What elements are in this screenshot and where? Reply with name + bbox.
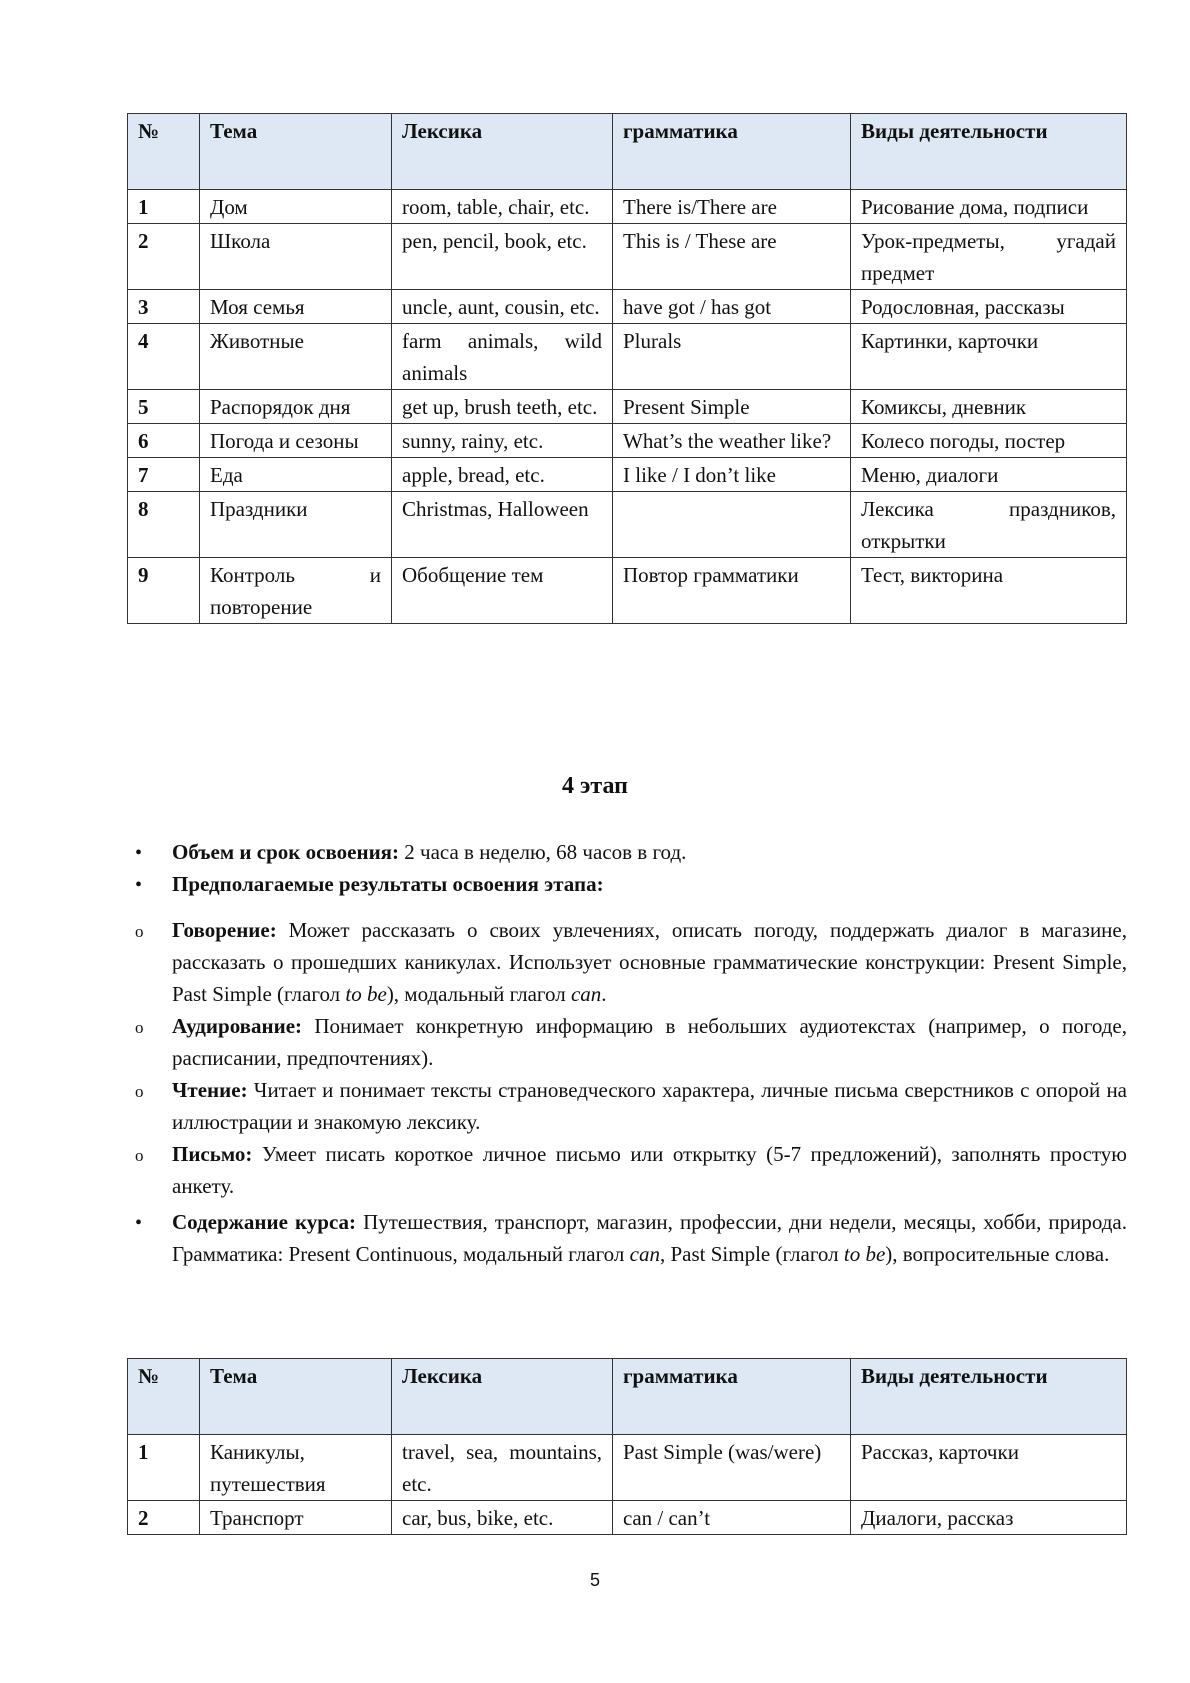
- row-topic: Контроль и повторение: [200, 558, 392, 624]
- row-vocabulary: pen, pencil, book, etc.: [392, 224, 613, 290]
- row-grammar: What’s the weather like?: [613, 424, 851, 458]
- header-activities: Виды деятельности: [851, 114, 1127, 190]
- item-emphasis: can: [629, 1242, 660, 1266]
- item-text: 2 часа в неделю, 68 часов в год.: [399, 840, 687, 864]
- table-row: [128, 1501, 1127, 1535]
- row-vocabulary: Christmas, Halloween: [392, 492, 613, 558]
- table-row: [128, 424, 1127, 458]
- header-topic: Тема: [200, 1359, 392, 1435]
- item-emphasis: can: [570, 982, 602, 1006]
- table-row: [128, 458, 1127, 492]
- stage4-lesson-table: [127, 1358, 1127, 1535]
- row-topic: Распорядок дня: [200, 390, 392, 424]
- row-number: 1: [128, 190, 200, 224]
- row-number: 9: [128, 558, 200, 624]
- row-activities: Колесо погоды, постер: [851, 424, 1127, 458]
- list-item-listening: [127, 1010, 1127, 1074]
- item-label: Чтение:: [172, 1078, 248, 1102]
- circle-bullet-icon: [135, 1138, 155, 1172]
- list-item: [127, 868, 1127, 900]
- header-grammar: грамматика: [613, 114, 851, 190]
- table-row: [128, 390, 1127, 424]
- item-label: Письмо:: [172, 1142, 253, 1166]
- row-vocabulary: Обобщение тем: [392, 558, 613, 624]
- row-vocabulary: car, bus, bike, etc.: [392, 1501, 613, 1535]
- header-number: №: [128, 114, 200, 190]
- row-grammar: have got / has got: [613, 290, 851, 324]
- row-vocabulary: uncle, aunt, cousin, etc.: [392, 290, 613, 324]
- row-activities: Рассказ, карточки: [851, 1435, 1127, 1501]
- item-emphasis: to be: [843, 1242, 886, 1266]
- header-number: №: [128, 1359, 200, 1435]
- row-number: 2: [128, 224, 200, 290]
- list-item-course-content: [127, 1206, 1127, 1270]
- row-number: 1: [128, 1435, 200, 1501]
- row-vocabulary: get up, brush teeth, etc.: [392, 390, 613, 424]
- row-vocabulary: farm animals, wild animals: [392, 324, 613, 390]
- table-row: [128, 224, 1127, 290]
- row-vocabulary: travel, sea, mountains, etc.: [392, 1435, 613, 1501]
- table-row: [128, 190, 1127, 224]
- item-label: Аудирование:: [172, 1014, 303, 1038]
- row-topic: Погода и сезоны: [200, 424, 392, 458]
- item-label: Говорение:: [172, 918, 277, 942]
- item-label: Предполагаемые результаты освоения этапа:: [172, 872, 604, 896]
- row-topic: Животные: [200, 324, 392, 390]
- header-vocabulary: Лексика: [392, 114, 613, 190]
- item-text: ), вопросительные слова.: [885, 1242, 1110, 1266]
- item-text: Может рассказать о своих увлечениях, описать погоду, поддержать диалог в магазине, рассказать о прошедших каникулах. Использует основные грамматические конструкции: Present Simple, Past Simple (глагол: [172, 918, 1127, 1006]
- row-grammar: can / can’t: [613, 1501, 851, 1535]
- header-topic: Тема: [200, 114, 392, 190]
- row-activities: Урок-предметы, угадай предмет: [851, 224, 1127, 290]
- row-grammar: I like / I don’t like: [613, 458, 851, 492]
- circle-bullet-icon: [135, 1010, 155, 1044]
- row-activities: Комиксы, дневник: [851, 390, 1127, 424]
- table-row: [128, 558, 1127, 624]
- row-topic: Школа: [200, 224, 392, 290]
- circle-bullet-icon: [135, 914, 155, 948]
- list-item-speaking: [127, 914, 1127, 1010]
- row-grammar: Plurals: [613, 324, 851, 390]
- row-number: 5: [128, 390, 200, 424]
- row-number: 4: [128, 324, 200, 390]
- row-number: 8: [128, 492, 200, 558]
- row-number: 6: [128, 424, 200, 458]
- item-emphasis: to be: [345, 982, 387, 1006]
- row-activities: Родословная, рассказы: [851, 290, 1127, 324]
- item-text: ), модальный глагол: [386, 982, 571, 1006]
- row-vocabulary: sunny, rainy, etc.: [392, 424, 613, 458]
- item-label: Объем и срок освоения:: [172, 840, 400, 864]
- table-row: [128, 324, 1127, 390]
- table-row: [128, 290, 1127, 324]
- item-text: Понимает конкретную информацию в небольших аудиотекстах (например, о погоде, расписании, предпочтениях).: [172, 1014, 1127, 1070]
- row-topic: Дом: [200, 190, 392, 224]
- bullet-icon: [135, 836, 155, 869]
- page-number: 5: [589, 1570, 600, 1590]
- row-activities: Тест, викторина: [851, 558, 1127, 624]
- row-number: 3: [128, 290, 200, 324]
- table-header-row: [128, 114, 1127, 190]
- course-content-list: [127, 1206, 1127, 1270]
- stage3-lesson-table: [127, 113, 1127, 624]
- row-grammar: Повтор грамматики: [613, 558, 851, 624]
- list-item-writing: [127, 1138, 1127, 1202]
- row-grammar: Past Simple (was/were): [613, 1435, 851, 1501]
- row-activities: Меню, диалоги: [851, 458, 1127, 492]
- header-grammar: грамматика: [613, 1359, 851, 1435]
- table-row: [128, 1435, 1127, 1501]
- row-activities: Диалоги, рассказ: [851, 1501, 1127, 1535]
- stage-overview-list: [127, 836, 1127, 900]
- stage-heading: 4 этап: [562, 773, 628, 799]
- row-grammar: This is / These are: [613, 224, 851, 290]
- list-item: [127, 836, 1127, 868]
- row-vocabulary: apple, bread, etc.: [392, 458, 613, 492]
- bullet-icon: [135, 868, 155, 901]
- item-text: Умеет писать короткое личное письмо или открытку (5-7 предложений), заполнять простую анкету.: [172, 1142, 1127, 1198]
- results-list: [127, 914, 1127, 1202]
- row-vocabulary: room, table, chair, etc.: [392, 190, 613, 224]
- table-row: [128, 492, 1127, 558]
- row-topic: Транспорт: [200, 1501, 392, 1535]
- row-number: 2: [128, 1501, 200, 1535]
- row-grammar: Present Simple: [613, 390, 851, 424]
- row-topic: Каникулы, путешествия: [200, 1435, 392, 1501]
- row-topic: Праздники: [200, 492, 392, 558]
- header-vocabulary: Лексика: [392, 1359, 613, 1435]
- row-topic: Еда: [200, 458, 392, 492]
- item-text: .: [601, 982, 607, 1006]
- header-activities: Виды деятельности: [851, 1359, 1127, 1435]
- circle-bullet-icon: [135, 1074, 155, 1108]
- row-grammar: [613, 492, 851, 558]
- item-text: Путешествия, транспорт, магазин, профессии, дни недели, месяцы, хобби, природа. Грамматика: Present Continuous, модальный глагол: [172, 1210, 1128, 1266]
- row-grammar: There is/There are: [613, 190, 851, 224]
- list-item-reading: [127, 1074, 1127, 1138]
- item-text: , Past Simple (глагол: [659, 1242, 844, 1266]
- row-number: 7: [128, 458, 200, 492]
- row-topic: Моя семья: [200, 290, 392, 324]
- row-activities: Рисование дома, подписи: [851, 190, 1127, 224]
- row-activities: Картинки, карточки: [851, 324, 1127, 390]
- item-label: Содержание курса:: [172, 1210, 357, 1234]
- row-activities: Лексика праздников, открытки: [851, 492, 1127, 558]
- item-text: Читает и понимает тексты страноведческого характера, личные письма сверстников с опорой на иллюстрации и знакомую лексику.: [172, 1078, 1127, 1134]
- table-header-row: [128, 1359, 1127, 1435]
- bullet-icon: [135, 1206, 155, 1239]
